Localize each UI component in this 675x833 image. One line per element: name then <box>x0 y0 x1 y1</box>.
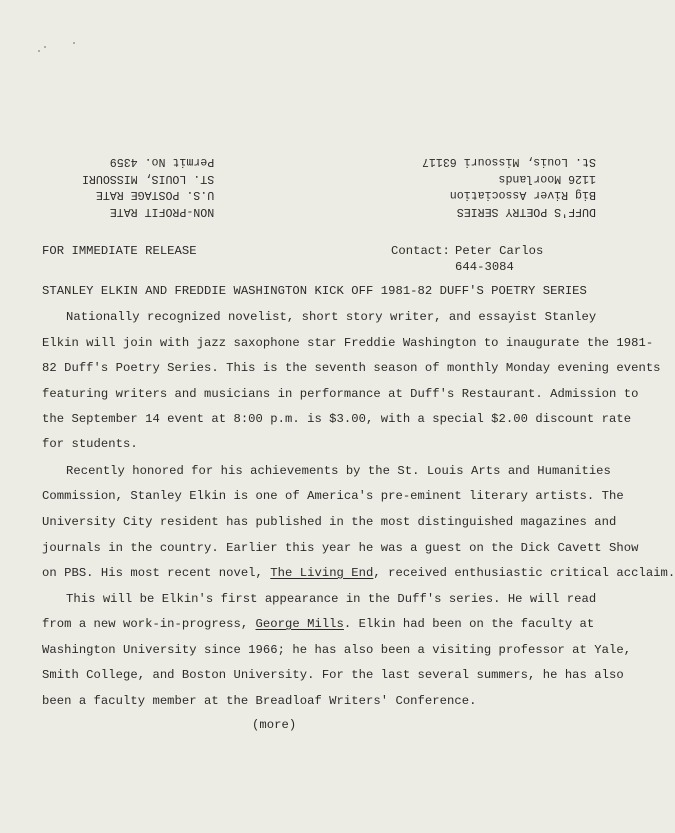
contact-label: Contact: <box>391 244 450 258</box>
indicia-line: NON-PROFIT RATE <box>109 205 215 218</box>
body-line: featuring writers and musicians in performance at Duff's Restaurant. Admission to <box>42 387 639 401</box>
work-title: George Mills <box>255 617 344 631</box>
body-line: Nationally recognized novelist, short story writer, and essayist Stanley <box>66 310 597 324</box>
body-line: Commission, Stanley Elkin is one of America's pre-eminent literary artists. The <box>42 489 624 503</box>
release-notice: FOR IMMEDIATE RELEASE <box>42 244 197 258</box>
contact-phone: 644-3084 <box>455 260 514 274</box>
body-line: University City resident has published in the most distinguished magazines and <box>42 515 617 529</box>
body-line: 82 Duff's Poetry Series. This is the seventh season of monthly Monday evening events <box>42 361 661 375</box>
indicia-line: U.S. POSTAGE RATE <box>95 188 215 202</box>
body-line-pbs <box>42 566 675 580</box>
return-address-line: St. Louis, Missouri 63117 <box>422 155 596 169</box>
body-line: Smith College, and Boston University. For the last several summers, he has also <box>42 668 624 682</box>
indicia-line: ST. LOUIS, MISSOURI <box>82 172 215 185</box>
body-line: Washington University since 1966; he has also been a visiting professor at Yale, <box>42 643 632 657</box>
body-line: journals in the country. Earlier this year he was a guest on the Dick Cavett Show <box>42 541 639 555</box>
return-address-line: Big River Association <box>449 188 596 202</box>
body-line: Recently honored for his achievements by the St. Louis Arts and Humanities <box>66 464 611 478</box>
pbs-text-before: on PBS. His most recent novel, <box>42 566 271 580</box>
mills-text-after: . Elkin had been on the faculty at <box>343 617 595 631</box>
paper-specks <box>36 40 86 60</box>
contact-name: Peter Carlos <box>455 244 544 258</box>
body-line: been a faculty member at the Breadloaf Writers' Conference. <box>42 694 477 708</box>
body-line-mills <box>42 617 594 631</box>
return-address <box>422 153 596 219</box>
headline: STANLEY ELKIN AND FREDDIE WASHINGTON KICK OFF 1981-82 DUFF'S POETRY SERIES <box>42 284 587 298</box>
more-marker: (more) <box>252 718 297 732</box>
return-address-line: 1126 Moorlands <box>498 172 596 185</box>
body-line: the September 14 event at 8:00 p.m. is $3.00, with a special $2.00 discount rate <box>42 412 632 426</box>
novel-title: The Living End <box>270 566 374 580</box>
body-line: Elkin will join with jazz saxophone star Freddie Washington to inaugurate the 1981- <box>42 336 654 350</box>
pbs-text-after: , received enthusiastic critical acclaim. <box>373 566 675 580</box>
body-line: for students. <box>42 437 138 451</box>
indicia-line: Permit No. 4359 <box>109 155 215 169</box>
body-line: This will be Elkin's first appearance in the Duff's series. He will read <box>66 592 597 606</box>
postage-indicia <box>82 153 214 219</box>
return-address-line: DUFF'S POETRY SERIES <box>456 205 596 218</box>
mills-text-before: from a new work-in-progress, <box>42 617 256 631</box>
